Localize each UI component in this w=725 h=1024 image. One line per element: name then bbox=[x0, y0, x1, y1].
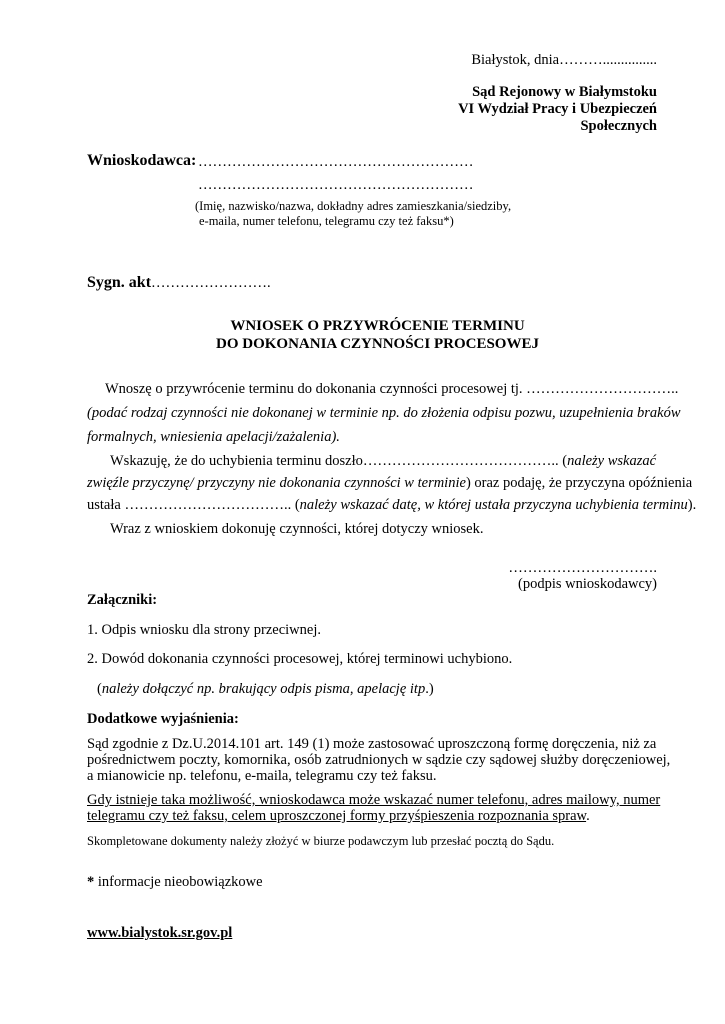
attachment-statement: Wraz z wnioskiem dokonuję czynności, której dotyczy wniosek. bbox=[110, 521, 484, 537]
request-hint-line-1: (podać rodzaj czynności nie dokonanej w terminie np. do złożenia odpisu pozwu, uzupełnienia braków bbox=[87, 405, 681, 421]
reason-text-4: ). bbox=[687, 497, 697, 513]
attachment-item-2: 2. Dowód dokonania czynności procesowej, której terminowi uchybiono. bbox=[87, 651, 513, 667]
document-title-line-2: DO DOKONANIA CZYNNOŚCI PROCESOWEJ bbox=[216, 336, 539, 352]
case-reference-label: Sygn. akt bbox=[87, 274, 152, 291]
reason-text-1: Wskazuję, że do uchybienia terminu doszło………………………………….. ( bbox=[110, 453, 568, 469]
signature-dots: …………………………. bbox=[508, 560, 657, 576]
extra-paragraph-1-line-2: pośrednictwem poczty, komornika, osób zatrudnionych w sądzie czy sądowej służby doręczeniowej, bbox=[87, 752, 671, 768]
extra-heading: Dodatkowe wyjaśnienia: bbox=[87, 711, 239, 727]
attachment-note-open: ( bbox=[97, 681, 102, 697]
signature-label: (podpis wnioskodawcy) bbox=[518, 576, 657, 592]
applicant-hint-2: e-maila, numer telefonu, telegramu czy też faksu*) bbox=[199, 214, 454, 228]
extra-paragraph-2-end: . bbox=[586, 808, 590, 824]
extra-paragraph-3: Skompletowane dokumenty należy złożyć w biurze podawczym lub przesłać pocztą do Sądu. bbox=[87, 834, 555, 848]
request-hint-line-2: formalnych, wniesienia apelacji/zażalenia). bbox=[87, 429, 340, 445]
extra-paragraph-1-line-1: Sąd zgodnie z Dz.U.2014.101 art. 149 (1) może zastosować uproszczoną formę doręczenia, niż za bbox=[87, 736, 657, 752]
reason-line-3 bbox=[87, 497, 696, 514]
court-name: Sąd Rejonowy w Białymstoku bbox=[472, 84, 657, 100]
place-date: Białystok, dnia………............... bbox=[471, 52, 657, 68]
attachment-note-close: .) bbox=[425, 681, 434, 697]
reason-line-1 bbox=[110, 453, 656, 470]
applicant-label: Wnioskodawca: bbox=[87, 152, 197, 169]
website-link[interactable]: www.bialystok.sr.gov.pl bbox=[87, 925, 233, 941]
attachment-note-text: należy dołączyć np. brakujący odpis pisma, apelację itp bbox=[101, 681, 426, 697]
reason-hint-2: zwięźle przyczynę/ przyczyny nie dokonania czynności w terminie bbox=[87, 475, 466, 491]
footnote bbox=[87, 874, 263, 891]
reason-text-2: ) oraz podaję, że przyczyna opóźnienia bbox=[465, 475, 693, 491]
reason-line-2 bbox=[87, 475, 692, 492]
case-reference bbox=[87, 274, 271, 292]
attachment-note bbox=[97, 681, 434, 698]
attachments-heading: Załączniki: bbox=[87, 592, 158, 608]
applicant-line-1: ………………………………………………… bbox=[198, 154, 474, 170]
document-title-line-1: WNIOSEK O PRZYWRÓCENIE TERMINU bbox=[230, 318, 525, 334]
extra-paragraph-2-line-2-text: telegramu czy też faksu, celem uproszczonej formy przyśpieszenia rozpoznania spraw bbox=[87, 808, 587, 824]
applicant-line-2: ………………………………………………… bbox=[198, 177, 474, 193]
footnote-text: informacje nieobowiązkowe bbox=[97, 874, 263, 890]
reason-hint-3: należy wskazać datę, w której ustała przyczyna uchybienia terminu bbox=[299, 497, 688, 513]
extra-paragraph-1-line-3: a mianowicie np. telefonu, e-maila, telegramu czy też faksu. bbox=[87, 768, 437, 784]
court-department-cont: Społecznych bbox=[580, 118, 657, 134]
extra-paragraph-2-line-2 bbox=[87, 808, 590, 825]
extra-paragraph-2-line-1: Gdy istnieje taka możliwość, wnioskodawca może wskazać numer telefonu, adres mailowy, numer bbox=[87, 792, 661, 808]
request-line-1: Wnoszę o przywrócenie terminu do dokonania czynności procesowej tj. ………………………….. bbox=[105, 381, 679, 397]
court-department: VI Wydział Pracy i Ubezpieczeń bbox=[458, 101, 657, 117]
attachment-item-1: 1. Odpis wniosku dla strony przeciwnej. bbox=[87, 622, 321, 638]
footnote-star: * bbox=[87, 874, 95, 890]
applicant-hint-1: (Imię, nazwisko/nazwa, dokładny adres zamieszkania/siedziby, bbox=[195, 199, 512, 213]
reason-hint-1: należy wskazać bbox=[567, 453, 657, 469]
reason-text-3: ustała …………………………….. ( bbox=[87, 497, 300, 513]
case-reference-dots: ……………………. bbox=[151, 275, 271, 291]
